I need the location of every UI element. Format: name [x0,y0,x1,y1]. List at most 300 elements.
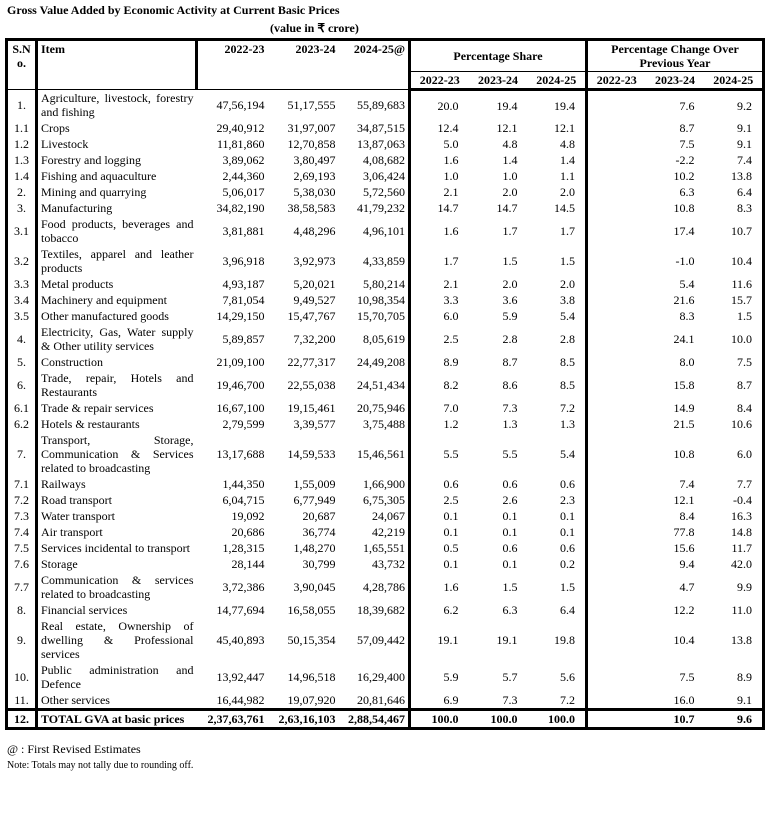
table-row [7,572,764,602]
row-change: 8.7 [679,121,695,135]
row-share: 1.5 [528,572,587,602]
row-share: 0.1 [528,508,587,524]
row-value: 38,58,583 [287,201,336,215]
row-change: 24.1 [673,332,695,346]
row-change: 10.8 [673,201,695,215]
row-change [587,432,646,476]
row-change: 7.5 [737,355,752,369]
row-change: 12.2 [673,603,695,617]
row-share: 2.5 [443,493,459,507]
table-row [7,476,764,492]
row-share: 1.7 [443,254,459,268]
table-row [7,508,764,524]
row-change: 8.9 [737,670,752,684]
row-value: 50,15,354 [287,633,336,647]
table-row [7,276,764,292]
row-item: Real estate, Ownership of dwelling & Professional services [41,619,194,661]
row-sno: 7.1 [7,476,37,492]
row-sno: 3.2 [7,246,37,276]
row-share: 2.0 [528,184,587,200]
row-value: 4,93,187 [222,277,265,291]
row-share: 1.0 [502,169,518,183]
row-change: 6.3 [679,185,695,199]
row-item: Crops [41,121,70,135]
header-change-year: 2024-25 [705,72,764,90]
header-sno: S.No. [7,40,37,90]
row-share: 4.8 [502,137,518,151]
row-value: 16,67,100 [216,401,265,415]
unit-note: (value in ₹ crore) [270,21,359,35]
row-change: 8.4 [737,401,752,415]
row-share: 19.4 [528,90,587,121]
row-change [587,618,646,662]
row-value: 2,69,193 [293,169,336,183]
table-row [7,524,764,540]
row-share: 2.8 [528,324,587,354]
row-share: 3.8 [528,292,587,308]
row-change: 10.0 [731,332,752,346]
row-change [587,524,646,540]
header-share-year: 2023-24 [469,72,528,90]
row-change: 16.0 [673,693,695,707]
row-share: 0.2 [528,556,587,572]
row-value: 30,799 [302,557,336,571]
row-change [587,276,646,292]
row-sno: 1. [7,90,37,121]
header-item: Item [37,40,197,90]
row-share: 1.3 [528,416,587,432]
table-row [7,90,764,121]
row-share: 1.0 [443,169,459,183]
row-change: 7.6 [679,98,695,113]
row-share: 0.1 [443,509,459,523]
row-item: Transport, Storage, Communication & Services related to broadcasting [41,433,194,475]
row-share: 1.5 [502,254,518,268]
row-change [587,90,646,121]
row-value: 18,39,682 [339,602,410,618]
row-change: 10.8 [673,447,695,461]
row-item: Services incidental to transport [41,541,190,555]
page-title: Gross Value Added by Economic Activity at Current Basic Prices [7,3,340,17]
row-item: Road transport [41,493,112,507]
row-item: Machinery and equipment [41,293,167,307]
row-change [587,416,646,432]
row-sno: 12. [7,710,37,729]
row-value: 4,33,859 [339,246,410,276]
row-share: 5.9 [443,670,459,684]
row-sno: 11. [7,692,37,710]
row-change: 15.8 [673,378,695,392]
row-value: 13,17,688 [216,447,265,461]
row-share: 19.4 [496,98,518,113]
row-share: 2.1 [443,277,459,291]
row-change: 9.1 [737,137,752,151]
row-share: 0.1 [443,525,459,539]
row-value: 5,06,017 [222,185,265,199]
row-share: 5.9 [502,309,518,323]
row-item: Fishing and aquaculture [41,169,157,183]
row-change: 6.0 [737,447,752,461]
row-change: 11.7 [731,541,752,555]
row-change [587,692,646,710]
row-value: 6,04,715 [222,493,265,507]
row-share: 2.0 [528,276,587,292]
row-change: 8.3 [737,201,752,215]
row-share: 7.2 [528,692,587,710]
table-row [7,216,764,246]
row-value: 4,28,786 [339,572,410,602]
row-share: 12.1 [496,121,518,135]
header-percentage-change: Percentage Change Over Previous Year [587,40,764,72]
row-value: 16,29,400 [339,662,410,692]
row-value: 1,28,315 [222,541,265,555]
row-share: 5.7 [502,670,518,684]
row-share: 7.0 [443,401,459,415]
table-row [7,152,764,168]
row-change: 9.1 [737,121,752,135]
row-change [587,120,646,136]
table-row [7,370,764,400]
row-value: 3,90,045 [293,580,336,594]
row-change [587,556,646,572]
row-item: Construction [41,355,103,369]
row-value: 2,44,360 [222,169,265,183]
row-share: 0.1 [502,525,518,539]
table-row [7,540,764,556]
table-row [7,120,764,136]
row-change [587,710,646,729]
row-value: 28,144 [231,557,265,571]
row-value: 2,63,16,103 [268,710,339,729]
row-share: 2.8 [502,332,518,346]
row-value: 20,81,646 [339,692,410,710]
row-sno: 4. [7,324,37,354]
row-change: 11.0 [731,603,752,617]
row-sno: 7.5 [7,540,37,556]
row-value: 22,55,038 [287,378,336,392]
row-value: 7,81,054 [222,293,265,307]
row-value: 31,97,007 [287,121,336,135]
row-value: 19,07,920 [287,693,336,707]
row-value: 5,20,021 [293,277,336,291]
row-change: 9.6 [705,710,764,729]
row-change: 5.4 [679,277,695,291]
row-share: 1.2 [443,417,459,431]
row-change: 17.4 [673,224,695,238]
row-value: 21,09,100 [216,355,265,369]
row-share: 8.9 [443,355,459,369]
row-change [587,572,646,602]
row-change: 1.5 [737,309,752,323]
row-change [587,492,646,508]
row-value: 14,96,518 [287,670,336,684]
row-value: 34,82,190 [216,201,265,215]
row-value: 3,80,497 [293,153,336,167]
row-sno: 6. [7,370,37,400]
table-row [7,662,764,692]
row-value: 51,17,555 [287,98,336,112]
row-change: 8.4 [679,509,695,523]
row-change: 10.2 [673,169,695,183]
row-item: Trade & repair services [41,401,154,415]
row-sno: 7.2 [7,492,37,508]
row-change: 15.7 [731,293,752,307]
row-change: 7.4 [679,477,695,491]
row-change [587,602,646,618]
row-change [587,476,646,492]
row-share: 5.4 [528,432,587,476]
row-share: 1.5 [502,580,518,594]
row-change: 16.3 [731,509,752,523]
row-value: 3,96,918 [222,254,265,268]
row-change [587,168,646,184]
row-change: 13.8 [731,633,752,647]
row-value: 41,79,232 [339,200,410,216]
table-row [7,324,764,354]
table-row [7,618,764,662]
row-share: 0.5 [443,541,459,555]
row-change: 21.5 [673,417,695,431]
row-change: 9.4 [679,557,695,571]
row-sno: 7.3 [7,508,37,524]
row-share: 4.8 [528,136,587,152]
row-share: 12.1 [528,120,587,136]
row-sno: 1.1 [7,120,37,136]
header-percentage-share: Percentage Share [410,40,587,72]
row-share: 1.6 [443,224,459,238]
row-value: 34,87,515 [339,120,410,136]
row-value: 5,38,030 [293,185,336,199]
row-value: 19,092 [231,509,265,523]
row-value: 7,32,200 [293,332,336,346]
row-share: 1.3 [502,417,518,431]
row-share: 14.7 [437,201,459,215]
row-share: 6.2 [443,603,459,617]
row-value: 43,732 [339,556,410,572]
row-value: 1,48,270 [293,541,336,555]
row-value: 1,55,009 [293,477,336,491]
row-share: 8.7 [502,355,518,369]
row-value: 4,96,101 [339,216,410,246]
row-change: 14.8 [731,525,752,539]
row-item: Livestock [41,137,89,151]
footnote-note: Note: Totals may not tally due to rounding off. [7,760,194,771]
row-share: 19.8 [528,618,587,662]
row-sno: 2. [7,184,37,200]
table-row [7,432,764,476]
row-item: Communication & services related to broadcasting [41,573,194,601]
row-value: 1,66,900 [339,476,410,492]
row-change: 77.8 [673,525,695,539]
row-value: 3,89,062 [222,153,265,167]
row-value: 20,687 [302,509,336,523]
row-value: 20,75,946 [339,400,410,416]
table-row [7,416,764,432]
row-value: 2,88,54,467 [339,710,410,729]
row-share: 1.6 [443,580,459,594]
row-value: 2,37,63,761 [197,710,268,729]
row-share: 3.3 [443,293,459,307]
header-year: 2023-24 [268,40,339,90]
row-share: 8.5 [528,354,587,370]
row-value: 2,79,599 [222,417,265,431]
row-value: 15,46,561 [339,432,410,476]
row-value: 4,48,296 [293,224,336,238]
row-share: 14.5 [528,200,587,216]
row-share: 0.6 [528,476,587,492]
row-share: 7.3 [502,401,518,415]
row-value: 15,47,767 [287,309,336,323]
header-share-year: 2022-23 [410,72,469,90]
row-value: 24,067 [339,508,410,524]
row-change: 4.7 [679,580,695,594]
table-row [7,692,764,710]
row-change: 10.4 [673,633,695,647]
row-value: 14,59,533 [287,447,336,461]
header-year: 2024-25@ [339,40,410,90]
row-share: 1.4 [502,153,518,167]
row-value: 1,65,551 [339,540,410,556]
row-share: 12.4 [437,121,459,135]
row-value: 6,75,305 [339,492,410,508]
row-item: Other manufactured goods [41,309,169,323]
row-change: 8.3 [679,309,695,323]
row-value: 6,77,949 [293,493,336,507]
row-item: Manufacturing [41,201,113,215]
row-sno: 3. [7,200,37,216]
row-share: 1.4 [528,152,587,168]
row-share: 1.1 [528,168,587,184]
row-share: 0.1 [528,524,587,540]
row-share: 7.2 [528,400,587,416]
row-share: 2.0 [502,277,518,291]
row-share: 19.1 [437,633,459,647]
row-sno: 7.7 [7,572,37,602]
row-value: 29,40,912 [216,121,265,135]
row-value: 9,49,527 [293,293,336,307]
gva-table [5,38,765,730]
row-share: 5.4 [528,308,587,324]
row-value: 16,44,982 [216,693,265,707]
row-share: 5.0 [443,137,459,151]
row-change: 7.5 [679,137,695,151]
row-share: 6.4 [528,602,587,618]
row-value: 8,05,619 [339,324,410,354]
row-share: 8.6 [502,378,518,392]
row-sno: 7. [7,432,37,476]
row-change: 7.7 [737,477,752,491]
table-row [7,400,764,416]
row-sno: 1.4 [7,168,37,184]
row-item: Agriculture, livestock, forestry and fishing [41,91,194,119]
row-change: 10.7 [731,224,752,238]
row-change: 11.6 [731,277,752,291]
row-share: 0.1 [502,509,518,523]
row-share: 8.2 [443,378,459,392]
row-share: 1.5 [528,246,587,276]
row-change [587,400,646,416]
row-value: 5,80,214 [339,276,410,292]
table-row [7,354,764,370]
row-sno: 8. [7,602,37,618]
footnote-estimate: @ : First Revised Estimates [7,742,141,756]
row-sno: 1.2 [7,136,37,152]
row-share: 3.6 [502,293,518,307]
row-change [587,136,646,152]
row-change: 13.8 [731,169,752,183]
row-share: 5.5 [502,447,518,461]
row-value: 13,92,447 [216,670,265,684]
row-value: 15,70,705 [339,308,410,324]
row-share: 2.6 [502,493,518,507]
row-item: Mining and quarrying [41,185,147,199]
row-share: 8.5 [528,370,587,400]
row-share: 100.0 [469,710,528,729]
row-change: 14.9 [673,401,695,415]
row-change: 8.7 [737,378,752,392]
row-sno: 5. [7,354,37,370]
row-change [587,152,646,168]
row-change: 9.1 [737,693,752,707]
row-value: 24,51,434 [339,370,410,400]
row-change: 10.7 [646,710,705,729]
row-sno: 3.5 [7,308,37,324]
row-value: 3,92,973 [293,254,336,268]
row-share: 1.7 [528,216,587,246]
row-change: 10.4 [731,254,752,268]
row-change [587,200,646,216]
row-share: 1.7 [502,224,518,238]
row-change: -0.4 [733,493,752,507]
table-row [7,292,764,308]
row-change [587,662,646,692]
row-share: 0.1 [502,557,518,571]
row-value: 24,49,208 [339,354,410,370]
row-item: Food products, beverages and tobacco [41,217,194,245]
row-change [587,184,646,200]
row-item: Other services [41,693,110,707]
row-change: -1.0 [675,254,695,268]
row-change [587,308,646,324]
row-value: 57,09,442 [339,618,410,662]
row-share: 2.0 [502,185,518,199]
row-change: 10.6 [731,417,752,431]
row-sno: 3.4 [7,292,37,308]
row-share: 5.6 [528,662,587,692]
row-value: 45,40,893 [216,633,265,647]
row-item: Air transport [41,525,103,539]
table-row [7,200,764,216]
row-change [587,292,646,308]
row-share: 6.0 [443,309,459,323]
row-value: 22,77,317 [287,355,336,369]
table-row [7,492,764,508]
row-share: 7.3 [502,693,518,707]
row-share: 2.3 [528,492,587,508]
row-share: 0.1 [443,557,459,571]
row-change [587,324,646,354]
row-change: 9.2 [737,98,752,113]
row-change: 7.4 [737,153,752,167]
row-share: 0.6 [502,477,518,491]
row-value: 42,219 [339,524,410,540]
row-value: 16,58,055 [287,603,336,617]
row-item: TOTAL GVA at basic prices [37,710,197,729]
row-change: 42.0 [731,557,752,571]
row-change: -2.2 [675,153,695,167]
row-value: 47,56,194 [216,98,265,112]
row-share: 14.7 [496,201,518,215]
